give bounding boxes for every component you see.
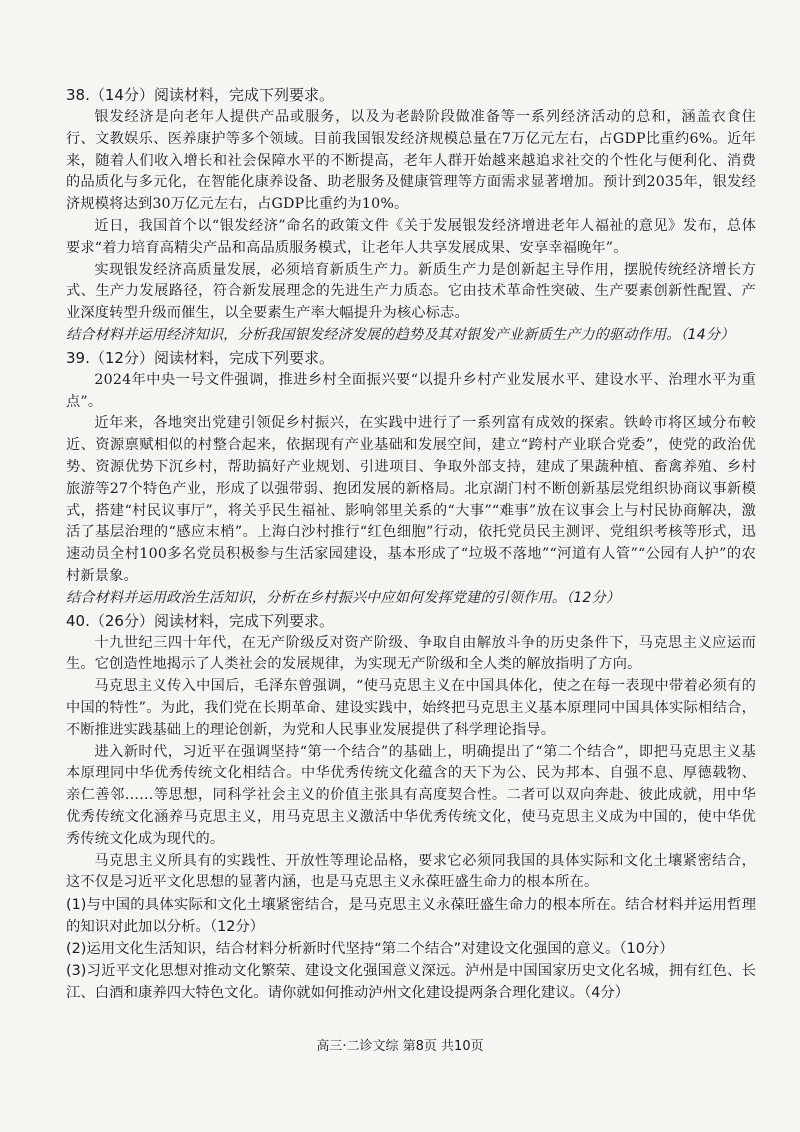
q40-paragraph-4: 马克思主义所具有的实践性、开放性等理论品格，要求它必须同我国的具体实际和文化土壤紧密结合，这不仅是习近平文化思想的显著内涵，也是马克思主义永葆旺盛生命力的根本所在。	[66, 852, 756, 891]
q40-subquestion-3: (3)习近平文化思想对推动文化繁荣、建设文化强国意义深远。泸州是中国国家历史文化名城，拥有红色、长江、白酒和康养四大特色文化。请你就如何推动泸州文化建设提两条合理化建议。（4分）	[66, 963, 756, 1002]
page-content	[66, 84, 756, 1004]
q40-subquestion-2: (2)运用文化生活知识，结合材料分析新时代坚持“第二个结合”对建设文化强国的意义。（10分）	[66, 941, 674, 958]
page-footer: 高三·二诊文综 第8页 共10页	[316, 1039, 484, 1054]
q40-subquestion-1: (1)与中国的具体实际和文化土壤紧密结合，是马克思主义永葆旺盛生命力的根本所在。结合材料并运用哲理的知识对此加以分析。（12分）	[66, 897, 756, 936]
question-39	[66, 347, 756, 610]
q38-paragraph-2: 近日，我国首个以“银发经济”命名的政策文件《关于发展银发经济增进老年人福祉的意见》发布，总体要求“着力培育高精尖产品和高品质服务模式，让老年人共享发展成果、安享幸福晚年”。	[66, 217, 756, 256]
question-38	[66, 84, 756, 347]
q38-task: 结合材料并运用经济知识，分析我国银发经济发展的趋势及其对银发产业新质生产力的驱动作用。（14分）	[66, 326, 735, 343]
q40-paragraph-1: 十九世纪三四十年代，在无产阶级反对资产阶级、争取自由解放斗争的历史条件下，马克思主义应运而生。它创造性地揭示了人类社会的发展规律，为实现无产阶级和全人类的解放指明了方向。	[66, 634, 756, 673]
question-38-title: 38.（14分）阅读材料，完成下列要求。	[66, 86, 334, 104]
q40-paragraph-2: 马克思主义传入中国后，毛泽东曾强调，“使马克思主义在中国具体化，使之在每一表现中带着必须有的中国的特性”。为此，我们党在长期革命、建设实践中，始终把马克思主义基本原理同中国具体实际相结合，不断推进实践基础上的理论创新，为党和人民事业发展提供了科学理论指导。	[66, 678, 756, 738]
question-40	[66, 610, 756, 1005]
q39-paragraph-2: 近年来，各地突出党建引领促乡村振兴，在实践中进行了一系列富有成效的探索。铁岭市将区域分布較近、资源禀赋相似的村整合起来，依据现有产业基础和发展空间，建立“跨村产业联合党委”，使党的政治优势、资源优势下沉乡村，帮助搞好产业规划、引进项目、争取外部支持，建成了果蔬种植、畜禽养殖、乡村旅游等27个特色产业，形成了以强带弱、抱团发展的新格局。北京湖门村不断创新基层党组织协商议事新模式，搭建“村民议事厅”，将关乎民生福祉、影响邻里关系的“大事”“难事”放在议事会上与村民协商解决，激活了基层治理的“感应末梢”。上海白沙村推行“红色细胞”行动，依托党员民主测评、党组织考核等形式，迅速动员全村100多名党员积极参与生活家园建设，基本形成了“垃圾不落地”“河道有人管”“公园有人护”的农村新景象。	[66, 415, 756, 584]
question-40-title: 40.（26分）阅读材料，完成下列要求。	[66, 611, 334, 630]
question-39-title: 39.（12分）阅读材料，完成下列要求。	[66, 348, 334, 367]
q39-task: 结合材料并运用政治生活知识，分析在乡村振兴中应如何发挥党建的引领作用。（12分）	[66, 589, 621, 606]
q38-paragraph-1: 银发经济是向老年人提供产品或服务，以及为老龄阶段做准备等一系列经济活动的总和，涵盖衣食住行、文教娱乐、医养康护等多个领域。目前我国银发经济规模总量在7万亿元左右，占GDP比重约6%。近年来，随着人们收入增长和社会保障水平的不断提高，老年人群开始越来越追求社交的个性化与便利化、消费的品质化与多元化，在智能化康养设备、助老服务及健康管理等方面需求显著增加。预计到2035年，银发经济规模将达到30万亿元左右，占GDP比重约为10%。	[66, 109, 756, 213]
q38-paragraph-3: 实现银发经济高质量发展，必须培育新质生产力。新质生产力是创新起主导作用，摆脱传统经济增长方式、生产力发展路径，符合新发展理念的先进生产力质态。它由技术革命性突破、生产要素创新性配置、产业深度转型升级而催生，以全要素生产率大幅提升为核心标志。	[66, 261, 756, 322]
q39-paragraph-1: 2024年中央一号文件强调，推进乡村全面振兴要“以提升乡村产业发展水平、建设水平、治理水平为重点”。	[66, 371, 756, 410]
q40-paragraph-3: 进入新时代，习近平在强调坚持“第一个结合”的基础上，明确提出了“第二个结合”，即把马克思主义基本原理同中华优秀传统文化相结合。中华优秀传统文化蕴含的天下为公、民为邦本、自强不息、厚德载物、亲仁善邻……等思想，同科学社会主义的价值主张具有高度契合性。二者可以双向奔赴、彼此成就，用中华优秀传统文化涵养马克思主义，用马克思主义激活中华优秀传统文化，使马克思主义成为中国的，使中华优秀传统文化成为现代的。	[66, 743, 756, 847]
